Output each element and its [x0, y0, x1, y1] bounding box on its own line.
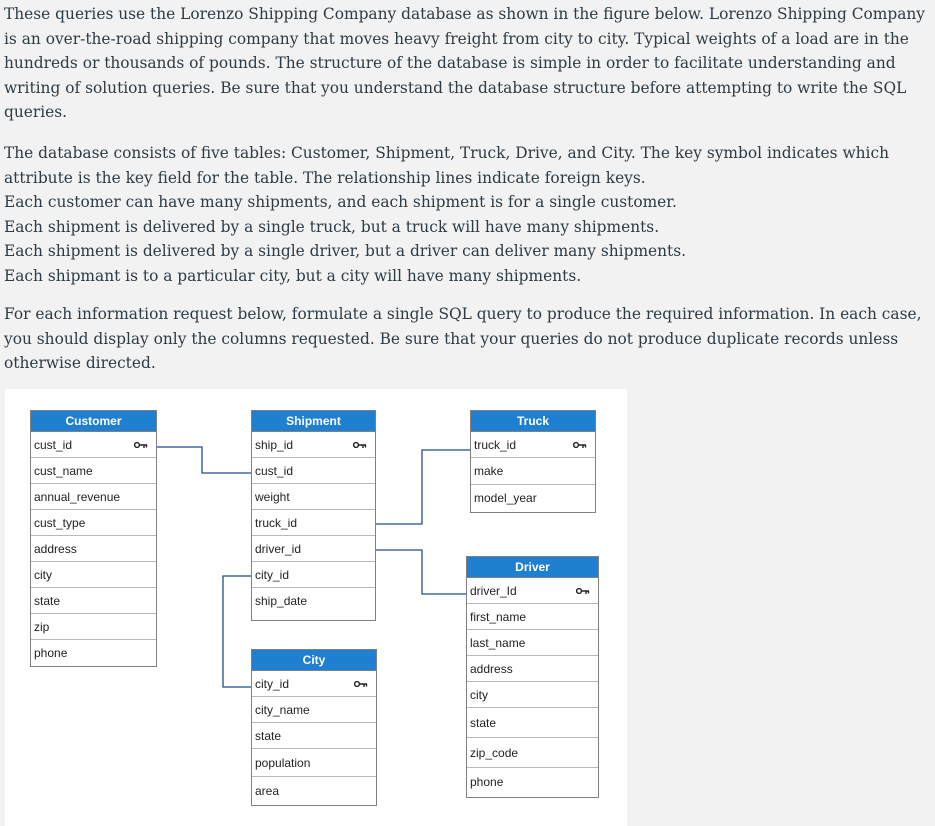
- customer-field-city: [31, 562, 156, 588]
- customer-table: [30, 410, 157, 667]
- driver-field-phone: [467, 768, 598, 797]
- field-name: cust_id: [255, 464, 294, 478]
- field-name: city_id: [255, 677, 290, 691]
- driver-field-first-name: [467, 604, 598, 630]
- text-line: Each shipment is delivered by a single driver, but a driver can deliver many shipments.: [4, 242, 687, 260]
- field-name: make: [474, 464, 504, 478]
- customer-field-zip: [31, 614, 156, 640]
- text-line: These queries use the Lorenzo Shipping Company database as shown in the figure below. Lorenzo Shipping Company: [4, 5, 925, 23]
- customer-field-state: [31, 588, 156, 614]
- customer-field-address: [31, 536, 156, 562]
- city-field-city-id: [252, 671, 376, 697]
- text-line: is an over-the-road shipping company that moves heavy freight from city to city. Typical weights of a load are in the: [4, 29, 909, 48]
- field-name: model_year: [474, 491, 537, 505]
- field-name: last_name: [470, 636, 526, 650]
- key-icon: [354, 680, 368, 688]
- text-line: otherwise directed.: [4, 354, 156, 372]
- intro-paragraph: [4, 2, 924, 125]
- city-table: [251, 649, 377, 806]
- text-line: Each customer can have many shipments, and each shipment is for a single customer.: [4, 193, 677, 211]
- relation-shipment-city: [223, 576, 252, 687]
- field-name: ship_id: [255, 438, 294, 452]
- key-icon: [576, 587, 590, 595]
- er-diagram: [5, 389, 627, 826]
- text-line: The database consists of five tables: Customer, Shipment, Truck, Drive, and City. The key symbol indicates which: [4, 144, 889, 162]
- instructions-paragraph: [4, 302, 924, 376]
- field-name: area: [255, 784, 280, 798]
- truck-field-make: [471, 458, 595, 485]
- city-field-population: [252, 749, 376, 777]
- customer-table-header: Customer: [31, 411, 156, 432]
- field-name: address: [34, 542, 77, 556]
- field-name: address: [470, 662, 513, 676]
- city-field-city-name: [252, 697, 376, 723]
- shipment-field-driver-id: [252, 536, 375, 562]
- text-line: Each shipmant is to a particular city, but a city will have many shipments.: [4, 266, 582, 285]
- text-line: writing of solution queries. Be sure that you understand the database structure before attempting to write the SQL: [4, 78, 907, 97]
- text-line: Each shipment is delivered by a single truck, but a truck will have many shipments.: [4, 217, 660, 236]
- shipment-table: [251, 410, 376, 621]
- text-line: For each information request below, formulate a single SQL query to produce the required information. In each case,: [4, 305, 922, 323]
- shipment-table-header: Shipment: [252, 411, 375, 432]
- city-field-area: [252, 777, 376, 805]
- field-name: population: [255, 756, 311, 770]
- shipment-field-ship-date: [252, 588, 375, 620]
- key-icon: [353, 441, 367, 449]
- driver-field-zip-code: [467, 738, 598, 768]
- key-icon: [573, 441, 587, 449]
- field-name: phone: [34, 646, 68, 660]
- field-name: annual_revenue: [34, 490, 121, 504]
- field-name: state: [470, 716, 497, 730]
- field-name: cust_id: [34, 438, 73, 452]
- database-description-paragraph: [4, 141, 924, 288]
- text-line: you should display only the columns requested. Be sure that your queries do not produce duplicate records unless: [4, 329, 899, 348]
- driver-field-city: [467, 682, 598, 708]
- customer-field-cust-name: [31, 458, 156, 484]
- field-name: cust_name: [34, 464, 93, 478]
- field-name: state: [255, 729, 282, 743]
- relation-customer-shipment: [156, 447, 252, 473]
- shipment-field-weight: [252, 484, 375, 510]
- field-name: state: [34, 594, 61, 608]
- customer-field-annual-revenue: [31, 484, 156, 510]
- relation-shipment-driver: [375, 550, 466, 594]
- shipment-field-city-id: [252, 562, 375, 588]
- field-name: zip: [34, 620, 50, 634]
- truck-table-header: Truck: [471, 411, 595, 432]
- driver-field-driver-id: [467, 578, 598, 604]
- text-line: attribute is the key field for the table. The relationship lines indicate foreign keys.: [4, 168, 646, 187]
- field-name: driver_id: [255, 542, 302, 556]
- customer-field-phone: [31, 640, 156, 666]
- customer-field-cust-type: [31, 510, 156, 536]
- field-name: zip_code: [470, 746, 519, 760]
- field-name: phone: [470, 775, 504, 789]
- city-field-state: [252, 723, 376, 749]
- field-name: city_id: [255, 568, 290, 582]
- field-name: truck_id: [255, 516, 298, 530]
- field-name: ship_date: [255, 594, 308, 608]
- field-name: first_name: [470, 610, 527, 624]
- driver-field-state: [467, 708, 598, 738]
- shipment-field-cust-id: [252, 458, 375, 484]
- field-name: city: [470, 688, 488, 702]
- driver-field-address: [467, 656, 598, 682]
- text-line: queries.: [4, 103, 68, 121]
- driver-field-last-name: [467, 630, 598, 656]
- shipment-field-truck-id: [252, 510, 375, 536]
- field-name: driver_Id: [470, 584, 517, 598]
- text-line: hundreds or thousands of pounds. The structure of the database is simple in order to facilitate understanding and: [4, 54, 896, 72]
- key-icon: [134, 441, 148, 449]
- truck-table: [470, 410, 596, 513]
- city-table-header: City: [252, 650, 376, 671]
- field-name: cust_type: [34, 516, 86, 530]
- driver-table-header: Driver: [467, 557, 598, 578]
- field-name: truck_id: [474, 438, 517, 452]
- field-name: city: [34, 568, 52, 582]
- relation-shipment-truck: [375, 450, 470, 524]
- driver-table: [466, 556, 599, 798]
- shipment-field-ship-id: [252, 432, 375, 458]
- truck-field-model-year: [471, 485, 595, 512]
- field-name: weight: [255, 490, 290, 504]
- truck-field-truck-id: [471, 432, 595, 458]
- customer-field-cust-id: [31, 432, 156, 458]
- field-name: city_name: [255, 703, 310, 717]
